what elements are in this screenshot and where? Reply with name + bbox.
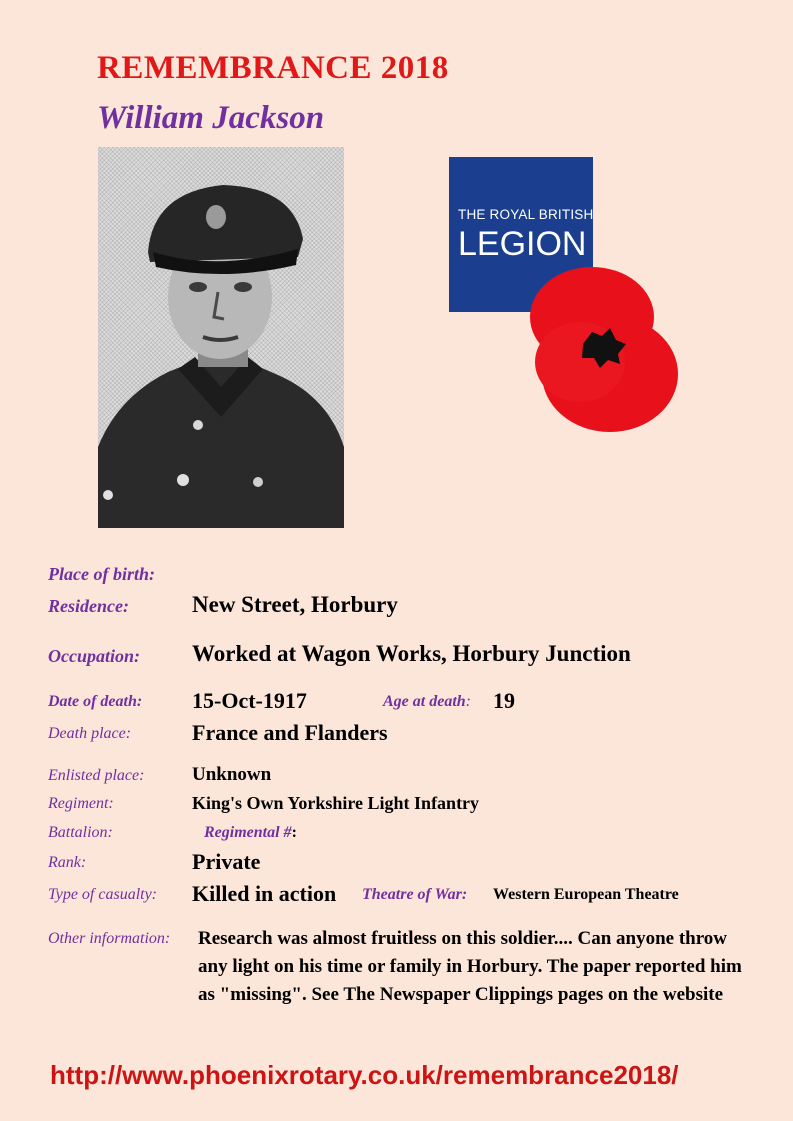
type-of-casualty-value: Killed in action — [192, 881, 337, 906]
soldier-name: William Jackson — [97, 100, 325, 136]
battalion-label: Battalion: — [48, 824, 113, 841]
soldier-portrait-icon — [98, 147, 344, 528]
age-at-death-group — [383, 693, 471, 711]
occupation-label: Occupation: — [48, 646, 140, 666]
regiment-value: King's Own Yorkshire Light Infantry — [192, 793, 480, 813]
soldier-portrait — [98, 147, 344, 528]
type-of-casualty-label: Type of casualty: — [48, 886, 158, 903]
theatre-of-war-label: Theatre of War: — [362, 886, 468, 903]
other-information-value: Research was almost fruitless on this soldier.... Can anyone throw any light on his time or family in Horbury. The paper reported him as "missing". See The Newspaper Clippings pages on the website — [198, 928, 742, 1005]
regimental-number-group — [204, 824, 297, 842]
rank-value: Private — [192, 849, 261, 874]
residence-value: New Street, Horbury — [192, 592, 398, 617]
theatre-of-war-value: Western European Theatre — [493, 886, 679, 903]
poppy-icon — [520, 262, 685, 437]
occupation-value: Worked at Wagon Works, Horbury Junction — [192, 641, 631, 666]
enlisted-place-value: Unknown — [192, 764, 272, 785]
date-of-death-value: 15-Oct-1917 — [192, 688, 307, 713]
date-of-death-label: Date of death: — [48, 693, 143, 710]
enlisted-place-label: Enlisted place: — [48, 767, 145, 784]
website-url[interactable]: http://www.phoenixrotary.co.uk/remembrance2018/ — [50, 1060, 679, 1090]
death-place-label: Death place: — [48, 725, 132, 742]
rank-label: Rank: — [48, 854, 87, 871]
age-at-death-colon: : — [465, 693, 471, 710]
regimental-number-colon: : — [291, 824, 297, 841]
other-information-label: Other information: — [48, 930, 171, 947]
age-at-death-label: Age at death — [383, 693, 466, 710]
place-of-birth-label: Place of birth: — [48, 564, 155, 584]
regimental-number-label: Regimental # — [204, 824, 292, 841]
regiment-label: Regiment: — [48, 795, 114, 812]
residence-label: Residence: — [48, 596, 129, 616]
page-title: REMEMBRANCE 2018 — [97, 50, 449, 86]
logo-line-2: LEGION — [458, 225, 587, 263]
age-at-death-value: 19 — [493, 688, 515, 713]
death-place-value: France and Flanders — [192, 720, 388, 745]
logo-line-1: THE ROYAL BRITISH — [458, 207, 594, 222]
